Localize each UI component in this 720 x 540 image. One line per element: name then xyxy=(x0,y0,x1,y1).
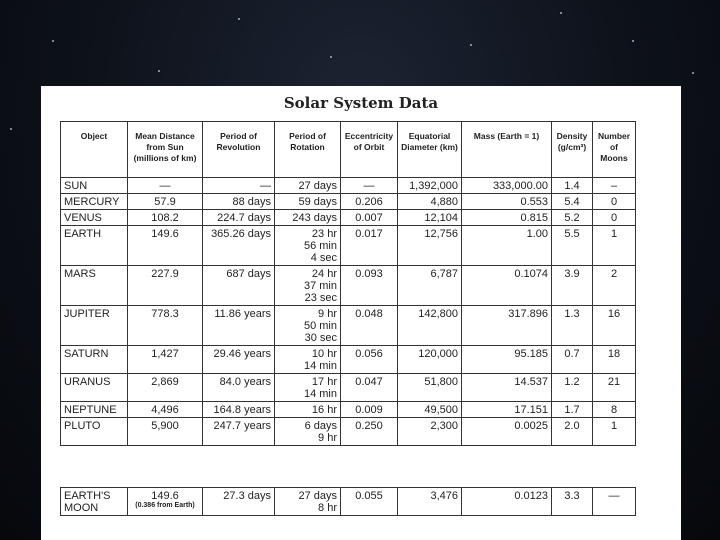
cell-diameter: 6,787 xyxy=(398,266,462,306)
cell-mass: 95.185 xyxy=(462,346,552,374)
moon-density: 3.3 xyxy=(552,488,593,516)
cell-rotation: 27 days xyxy=(275,178,341,194)
cell-density: 1.4 xyxy=(552,178,593,194)
cell-rotation: 17 hr 14 min xyxy=(275,374,341,402)
cell-density: 2.0 xyxy=(552,418,593,446)
cell-diameter: 142,800 xyxy=(398,306,462,346)
star xyxy=(330,56,332,58)
star xyxy=(10,128,12,130)
cell-rotation: 23 hr 56 min 4 sec xyxy=(275,226,341,266)
header-mass: Mass (Earth = 1) xyxy=(462,122,552,178)
header-moons: Number of Moons xyxy=(593,122,636,178)
cell-distance: 108.2 xyxy=(128,210,203,226)
cell-mass: 333,000.00 xyxy=(462,178,552,194)
moon-eccentricity: 0.055 xyxy=(341,488,398,516)
cell-diameter: 49,500 xyxy=(398,402,462,418)
cell-revolution: 224.7 days xyxy=(203,210,275,226)
cell-eccentricity: 0.009 xyxy=(341,402,398,418)
cell-density: 5.2 xyxy=(552,210,593,226)
cell-density: 1.2 xyxy=(552,374,593,402)
cell-mass: 0.815 xyxy=(462,210,552,226)
table-row xyxy=(61,210,636,226)
cell-mass: 317.896 xyxy=(462,306,552,346)
cell-mass: 14.537 xyxy=(462,374,552,402)
cell-diameter: 12,756 xyxy=(398,226,462,266)
cell-revolution: 29.46 years xyxy=(203,346,275,374)
cell-eccentricity: 0.250 xyxy=(341,418,398,446)
cell-diameter: 120,000 xyxy=(398,346,462,374)
header-object: Object xyxy=(61,122,128,178)
table-header-row xyxy=(61,122,636,178)
moon-distance-note: (0.386 from Earth) xyxy=(135,502,195,509)
star xyxy=(632,40,634,42)
cell-object: SATURN xyxy=(61,346,128,374)
table-row xyxy=(61,346,636,374)
table-row xyxy=(61,374,636,402)
cell-distance: 1,427 xyxy=(128,346,203,374)
cell-moons: 0 xyxy=(593,194,636,210)
moon-revolution: 27.3 days xyxy=(203,488,275,516)
cell-revolution: 88 days xyxy=(203,194,275,210)
cell-mass: 17.151 xyxy=(462,402,552,418)
cell-mass: 0.1074 xyxy=(462,266,552,306)
header-eccentricity: Eccentricity of Orbit xyxy=(341,122,398,178)
cell-object: URANUS xyxy=(61,374,128,402)
table-row xyxy=(61,226,636,266)
cell-distance: 149.6 xyxy=(128,226,203,266)
cell-density: 1.3 xyxy=(552,306,593,346)
moon-distance xyxy=(128,488,203,516)
moon-distance-value: 149.6 xyxy=(151,490,179,502)
cell-density: 0.7 xyxy=(552,346,593,374)
cell-density: 5.4 xyxy=(552,194,593,210)
header-density: Density (g/cm³) xyxy=(552,122,593,178)
moon-rotation: 27 days 8 hr xyxy=(275,488,341,516)
data-sheet xyxy=(41,86,681,540)
header-distance: Mean Distance from Sun (millions of km) xyxy=(128,122,203,178)
cell-moons: 1 xyxy=(593,418,636,446)
cell-revolution: 84.0 years xyxy=(203,374,275,402)
moon-table xyxy=(60,487,636,516)
table-row xyxy=(61,306,636,346)
cell-eccentricity: 0.007 xyxy=(341,210,398,226)
cell-moons: – xyxy=(593,178,636,194)
cell-revolution: 11.86 years xyxy=(203,306,275,346)
moon-diameter: 3,476 xyxy=(398,488,462,516)
cell-object: PLUTO xyxy=(61,418,128,446)
cell-revolution: 247.7 years xyxy=(203,418,275,446)
cell-eccentricity: 0.047 xyxy=(341,374,398,402)
cell-mass: 0.553 xyxy=(462,194,552,210)
cell-distance: 4,496 xyxy=(128,402,203,418)
cell-diameter: 1,392,000 xyxy=(398,178,462,194)
star xyxy=(560,12,562,14)
cell-density: 3.9 xyxy=(552,266,593,306)
table-row xyxy=(61,266,636,306)
header-rotation: Period of Rotation xyxy=(275,122,341,178)
moon-mass: 0.0123 xyxy=(462,488,552,516)
star xyxy=(470,44,472,46)
cell-distance: 227.9 xyxy=(128,266,203,306)
cell-rotation: 9 hr 50 min 30 sec xyxy=(275,306,341,346)
cell-eccentricity: 0.093 xyxy=(341,266,398,306)
cell-rotation: 24 hr 37 min 23 sec xyxy=(275,266,341,306)
cell-revolution: 365.26 days xyxy=(203,226,275,266)
cell-moons: 2 xyxy=(593,266,636,306)
cell-moons: 1 xyxy=(593,226,636,266)
moon-object: EARTH'S MOON xyxy=(61,488,128,516)
table-row xyxy=(61,418,636,446)
header-diameter: Equatorial Diameter (km) xyxy=(398,122,462,178)
cell-diameter: 4,880 xyxy=(398,194,462,210)
cell-rotation: 59 days xyxy=(275,194,341,210)
cell-mass: 0.0025 xyxy=(462,418,552,446)
cell-density: 1.7 xyxy=(552,402,593,418)
cell-distance: 2,869 xyxy=(128,374,203,402)
star xyxy=(692,72,694,74)
cell-object: EARTH xyxy=(61,226,128,266)
cell-density: 5.5 xyxy=(552,226,593,266)
cell-diameter: 12,104 xyxy=(398,210,462,226)
moon-row xyxy=(61,488,636,516)
table-row xyxy=(61,402,636,418)
cell-object: JUPITER xyxy=(61,306,128,346)
cell-eccentricity: — xyxy=(341,178,398,194)
cell-object: SUN xyxy=(61,178,128,194)
table-row xyxy=(61,194,636,210)
table-row xyxy=(61,178,636,194)
cell-object: MERCURY xyxy=(61,194,128,210)
cell-moons: 0 xyxy=(593,210,636,226)
cell-eccentricity: 0.017 xyxy=(341,226,398,266)
table-body xyxy=(61,178,636,446)
cell-diameter: 2,300 xyxy=(398,418,462,446)
moon-moons: — xyxy=(593,488,636,516)
cell-revolution: 164.8 years xyxy=(203,402,275,418)
cell-moons: 16 xyxy=(593,306,636,346)
cell-distance: 57.9 xyxy=(128,194,203,210)
cell-diameter: 51,800 xyxy=(398,374,462,402)
header-revolution: Period of Revolution xyxy=(203,122,275,178)
cell-eccentricity: 0.056 xyxy=(341,346,398,374)
cell-moons: 21 xyxy=(593,374,636,402)
cell-moons: 8 xyxy=(593,402,636,418)
cell-revolution: 687 days xyxy=(203,266,275,306)
cell-rotation: 16 hr xyxy=(275,402,341,418)
sheet-title: Solar System Data xyxy=(283,94,439,112)
cell-mass: 1.00 xyxy=(462,226,552,266)
cell-object: VENUS xyxy=(61,210,128,226)
cell-moons: 18 xyxy=(593,346,636,374)
cell-distance: 778.3 xyxy=(128,306,203,346)
cell-rotation: 10 hr 14 min xyxy=(275,346,341,374)
star xyxy=(52,40,54,42)
cell-eccentricity: 0.206 xyxy=(341,194,398,210)
cell-distance: — xyxy=(128,178,203,194)
cell-distance: 5,900 xyxy=(128,418,203,446)
cell-revolution: — xyxy=(203,178,275,194)
star xyxy=(158,70,160,72)
solar-system-table xyxy=(60,121,636,446)
cell-rotation: 243 days xyxy=(275,210,341,226)
cell-eccentricity: 0.048 xyxy=(341,306,398,346)
star xyxy=(238,18,240,20)
cell-object: MARS xyxy=(61,266,128,306)
cell-object: NEPTUNE xyxy=(61,402,128,418)
cell-rotation: 6 days 9 hr xyxy=(275,418,341,446)
